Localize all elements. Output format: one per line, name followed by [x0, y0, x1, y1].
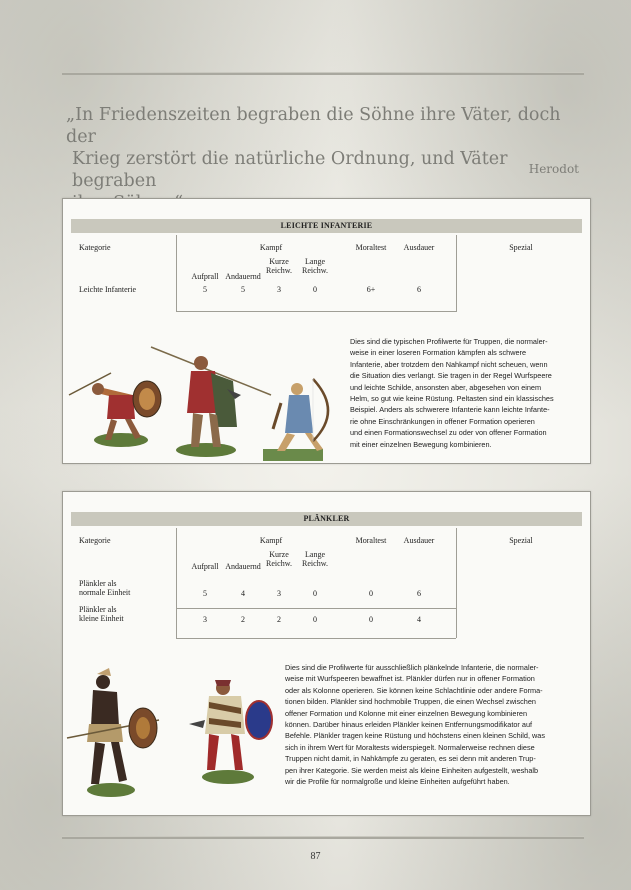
row-kategorie	[79, 579, 130, 597]
description-line: offener Formation und Kolonne mit einer einzelnen Bewegung kombinieren	[285, 708, 528, 718]
description-line: Helm, so gut wie keine Rüstung. Peltasten sind ein klassisches	[350, 394, 554, 404]
row-andauernd: 5	[241, 285, 245, 294]
header-lange-line: Lange	[305, 550, 325, 559]
description-line: Infanterie, aber trotzdem den Nahkampf nicht scheuen, wenn	[350, 359, 548, 369]
header-lange-reichweite	[293, 257, 337, 275]
row-kategorie: Leichte Infanterie	[79, 285, 137, 294]
description	[285, 662, 585, 787]
header-kurze-line: Reichw.	[266, 266, 292, 275]
description-line: und einen Formationswechsel zu oder von offener Formation	[350, 428, 547, 438]
row-kategorie-line: Plänkler als	[79, 579, 117, 588]
miniatures-illustration	[63, 662, 283, 807]
header-lange-line: Lange	[305, 257, 325, 266]
description	[350, 336, 586, 450]
quote-line: „In Friedenszeiten begraben die Söhne ihre Väter, doch der	[66, 105, 561, 147]
row-aufprall: 5	[203, 285, 207, 294]
description-line: Befehle. Plänkler tragen keine Rüstung und höchstens einen kleinen Schild, was	[285, 731, 546, 741]
row-moraltest: 0	[369, 615, 373, 624]
row-kategorie	[79, 605, 124, 623]
row-kurze: 3	[277, 589, 281, 598]
table-title: LEICHTE INFANTERIE	[71, 219, 582, 233]
row-kurze: 2	[277, 615, 281, 624]
header-kampf: Kampf	[259, 243, 283, 252]
table-divider	[456, 528, 457, 638]
header-aufprall: Aufprall	[191, 272, 219, 281]
miniatures-illustration	[51, 337, 341, 467]
table-row-line	[176, 608, 456, 609]
table-divider	[176, 528, 177, 638]
row-moraltest: 6+	[366, 285, 376, 294]
row-andauernd: 4	[241, 589, 245, 598]
table-divider	[176, 235, 177, 312]
header-kategorie: Kategorie	[79, 536, 111, 545]
profile-table	[71, 512, 582, 638]
header-kurze-line: Kurze	[269, 257, 289, 266]
table-bottom-line	[176, 638, 456, 639]
header-lange-line: Reichw.	[302, 559, 328, 568]
row-ausdauer: 6	[417, 285, 421, 294]
row-lange: 0	[313, 285, 317, 294]
quote-author: Herodot	[528, 162, 579, 176]
row-kategorie-line: normale Einheit	[79, 588, 131, 597]
header-ausdauer: Ausdauer	[403, 243, 435, 252]
description-line: tionen bilden. Plänkler sind hochmobile Truppen, die einen Wechsel zwischen	[285, 697, 536, 707]
description-line: Beispiel. Anders als schwerere Infanterie kann leichte Infante-	[350, 405, 550, 415]
header-andauernd: Andauernd	[225, 562, 261, 571]
description-line: oder als Kolonne operieren. Sie können keine Schlachtlinie oder andere Forma-	[285, 685, 543, 695]
header-spezial: Spezial	[509, 243, 533, 252]
description-line: wir die Profile für normalgroße und kleine Einheiten aufgeführt haben.	[285, 777, 510, 787]
card-leichte-infanterie	[62, 198, 591, 464]
description-line: Truppen nicht damit, in Nahkämpfe zu geraten, es sei denn mit anderen Trup-	[285, 754, 536, 764]
row-andauernd: 2	[241, 615, 245, 624]
header-kurze-line: Kurze	[269, 550, 289, 559]
description-line: rie ohne Einschränkungen in offener Formation operieren	[350, 416, 535, 426]
row-lange: 0	[313, 589, 317, 598]
header-aufprall: Aufprall	[191, 562, 219, 571]
description-line: sich in ihrem Wert für Moraltests widerspiegelt. Normalerweise rechnen diese	[285, 742, 535, 752]
row-kategorie-line: Plänkler als	[79, 605, 117, 614]
header-lange-reichweite	[293, 550, 337, 568]
header-spezial: Spezial	[509, 536, 533, 545]
row-ausdauer: 4	[417, 615, 421, 624]
description-line: die Situation dies verlangt. Sie tragen in der Regel Wurfspeere	[350, 371, 552, 381]
description-line: pen ihrer Kategorie. Sie werden meist als kleine Einheiten aufgestellt, weshalb	[285, 765, 539, 775]
description-line: Dies sind die Profilwerte für ausschließlich plänkelnde Infanterie, die normaler-	[285, 663, 539, 672]
header-lange-line: Reichw.	[302, 266, 328, 275]
header-kampf: Kampf	[259, 536, 283, 545]
table-divider	[456, 235, 457, 312]
row-kategorie-line: kleine Einheit	[79, 614, 124, 623]
top-rule	[62, 72, 584, 75]
row-aufprall: 5	[203, 589, 207, 598]
row-aufprall: 3	[203, 615, 207, 624]
row-moraltest: 0	[369, 589, 373, 598]
row-ausdauer: 6	[417, 589, 421, 598]
header-kurze-line: Reichw.	[266, 559, 292, 568]
description-line: und leichte Schilde, ansonsten aber, abgesehen von einem	[350, 382, 542, 392]
quote-line: Krieg zerstört die natürliche Ordnung, und Väter begraben	[72, 149, 508, 191]
description-line: mit einer einzelnen Bewegung kombinieren.	[350, 439, 492, 449]
header-kategorie: Kategorie	[79, 243, 111, 252]
description-line: Dies sind die typischen Profilwerte für Truppen, die normaler-	[350, 337, 548, 346]
row-lange: 0	[313, 615, 317, 624]
description-line: können. Darüber hinaus erleiden Plänkler keinen Entfernungsmodifikator auf	[285, 720, 533, 730]
header-ausdauer: Ausdauer	[403, 536, 435, 545]
row-kurze: 3	[277, 285, 281, 294]
profile-table	[71, 219, 582, 311]
description-line: weise in einer loseren Formation kämpfen als schwere	[350, 348, 527, 358]
bottom-rule	[62, 836, 584, 839]
header-moraltest: Moraltest	[355, 243, 387, 252]
table-title: PLÄNKLER	[71, 512, 582, 526]
description-line: weise mit Wurfspeeren bewaffnet ist. Plänkler dürfen nur in offener Formation	[285, 674, 535, 684]
table-bottom-line	[176, 311, 456, 312]
page-number: 87	[310, 851, 321, 862]
header-moraltest: Moraltest	[355, 536, 387, 545]
card-plaenkler	[62, 491, 591, 816]
header-andauernd: Andauernd	[225, 272, 261, 281]
